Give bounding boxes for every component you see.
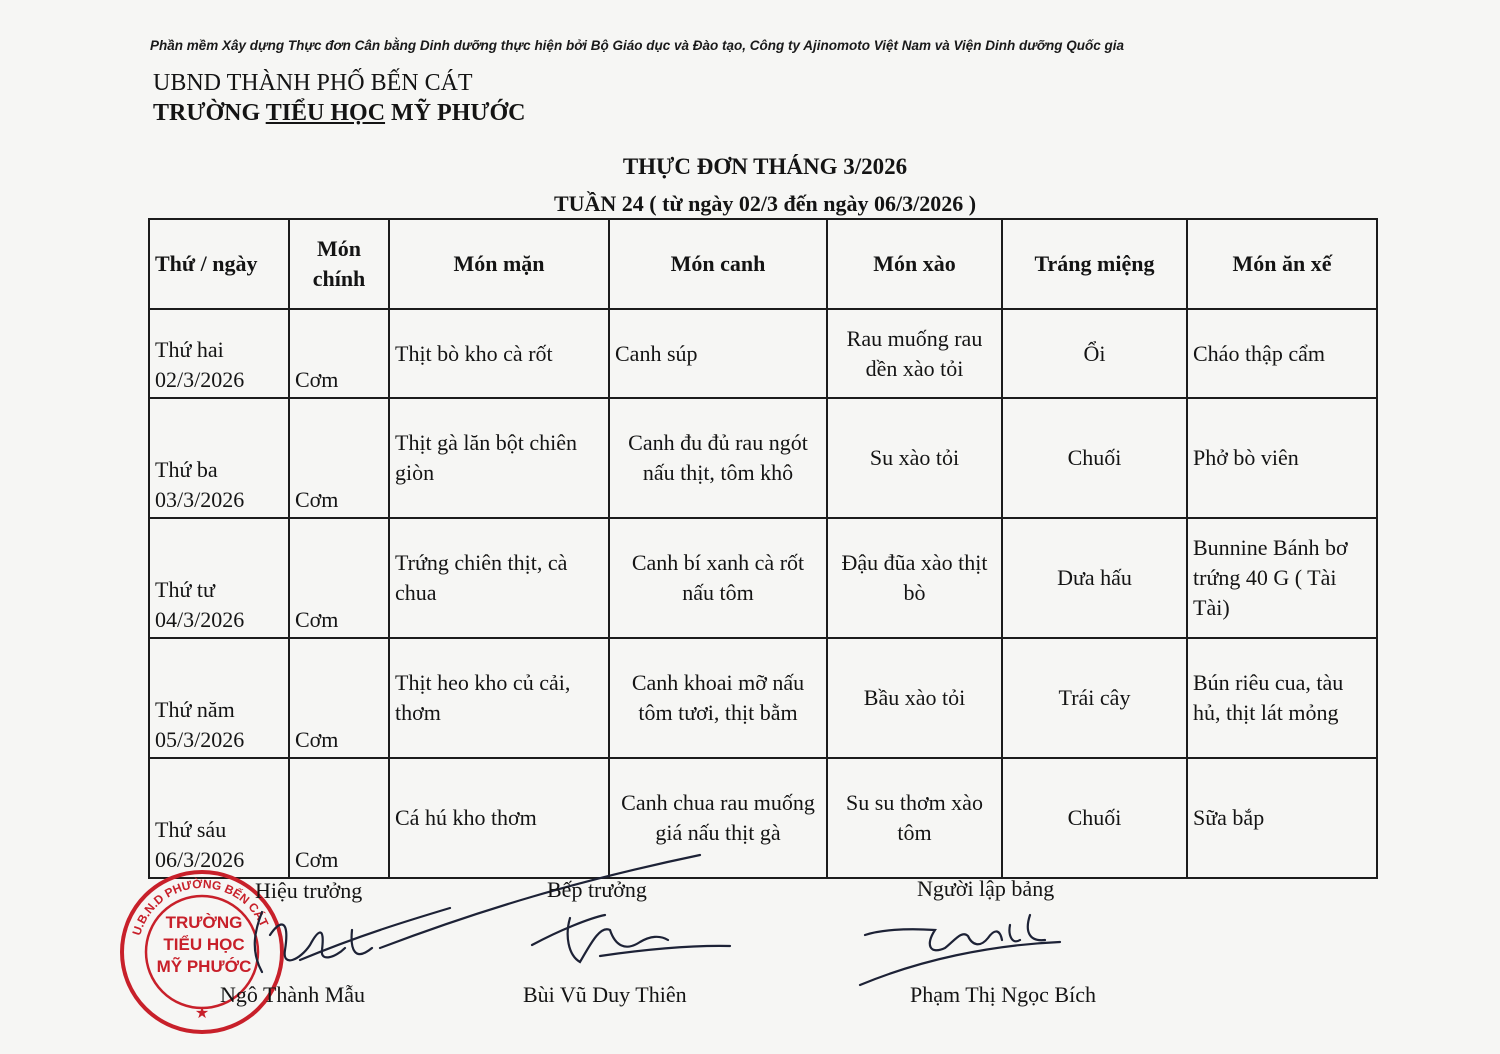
- chef-signature: [532, 915, 730, 962]
- stirfry-cell: Su su thơm xào tôm: [827, 758, 1002, 878]
- principal-name: Ngô Thành Mẫu: [220, 982, 366, 1007]
- table-row: [149, 758, 1377, 878]
- savory-cell: Trứng chiên thịt, cà chua: [389, 518, 609, 638]
- savory-cell: Cá hú kho thơm: [389, 758, 609, 878]
- day-date: 03/3/2026: [155, 487, 245, 512]
- day-cell: [149, 309, 289, 398]
- stamp-ring-text: U.B.N.D PHƯỜNG BẾN CÁT: [129, 876, 272, 938]
- day-cell: [149, 758, 289, 878]
- savory-cell: Thịt heo kho củ cải, thơm: [389, 638, 609, 758]
- soup-cell: Canh súp: [609, 309, 827, 398]
- school-underlined: TIỂU HỌC: [265, 100, 386, 126]
- day-name: Thứ hai: [155, 337, 224, 362]
- school-name: [153, 100, 525, 127]
- soup-cell: Canh bí xanh cà rốt nấu tôm: [609, 518, 827, 638]
- day-name: Thứ năm: [155, 697, 235, 722]
- menu-title: THỰC ĐƠN THÁNG 3/2026: [622, 154, 908, 179]
- soup-cell: Canh khoai mỡ nấu tôm tươi, thịt bằm: [609, 638, 827, 758]
- header-dessert: Tráng miệng: [1002, 219, 1187, 309]
- main-dish-cell: Cơm: [289, 758, 389, 878]
- school-suffix: MỸ PHƯỚC: [391, 100, 526, 126]
- main-dish-cell: Cơm: [289, 398, 389, 518]
- table-row: [149, 398, 1377, 518]
- main-dish-cell: Cơm: [289, 638, 389, 758]
- principal-title: Hiệu trưởng: [255, 878, 363, 903]
- snack-cell: Cháo thập cẩm: [1187, 309, 1377, 398]
- main-dish-cell: Cơm: [289, 518, 389, 638]
- table-row: [149, 638, 1377, 758]
- week-title: TUẦN 24 ( từ ngày 02/3 đến ngày 06/3/2026 ): [553, 191, 977, 216]
- day-cell: [149, 518, 289, 638]
- soup-cell: Canh chua rau muống giá nấu thịt gà: [609, 758, 827, 878]
- snack-cell: Bún riêu cua, tàu hủ, thịt lát mỏng: [1187, 638, 1377, 758]
- header-snack: Món ăn xế: [1187, 219, 1377, 309]
- dessert-cell: Dưa hấu: [1002, 518, 1187, 638]
- menu-table: [148, 218, 1378, 879]
- day-name: Thứ tư: [155, 577, 215, 602]
- dessert-cell: Ổi: [1002, 309, 1187, 398]
- dessert-cell: Trái cây: [1002, 638, 1187, 758]
- header-main-line1: Món: [317, 236, 361, 261]
- snack-cell: Sữa bắp: [1187, 758, 1377, 878]
- stamp-line2: TIỂU HỌC: [163, 935, 245, 954]
- header-day: Thứ / ngày: [149, 219, 289, 309]
- header-stirfry: Món xào: [827, 219, 1002, 309]
- table-row: [149, 518, 1377, 638]
- chef-name: Bùi Vũ Duy Thiên: [523, 982, 687, 1007]
- stirfry-cell: Bầu xào tỏi: [827, 638, 1002, 758]
- snack-cell: Bunnine Bánh bơ trứng 40 G ( Tài Tài): [1187, 518, 1377, 638]
- header-soup: Món canh: [609, 219, 827, 309]
- day-date: 05/3/2026: [155, 727, 245, 752]
- day-date: 04/3/2026: [155, 607, 245, 632]
- header-savory: Món mặn: [389, 219, 609, 309]
- school-prefix: TRƯỜNG: [153, 100, 261, 126]
- stirfry-cell: Đậu đũa xào thịt bò: [827, 518, 1002, 638]
- software-note: Phần mềm Xây dựng Thực đơn Cân bằng Dinh dưỡng thực hiện bởi Bộ Giáo dục và Đào tạo, Công ty Ajinomoto Việt Nam và Viện Dinh dưỡng Quốc gia: [150, 38, 1124, 53]
- table-header-row: [149, 219, 1377, 309]
- dessert-cell: Chuối: [1002, 758, 1187, 878]
- header-main-line2: chính: [312, 266, 366, 291]
- day-name: Thứ sáu: [155, 817, 227, 842]
- savory-cell: Thịt gà lăn bột chiên giòn: [389, 398, 609, 518]
- org-name: UBND THÀNH PHỐ BẾN CÁT: [153, 70, 473, 96]
- snack-cell: Phở bò viên: [1187, 398, 1377, 518]
- maker-signature: [860, 915, 1060, 985]
- day-cell: [149, 638, 289, 758]
- stamp-line3: MỸ PHƯỚC: [156, 957, 252, 976]
- maker-name: Phạm Thị Ngọc Bích: [910, 982, 1096, 1007]
- day-cell: [149, 398, 289, 518]
- soup-cell: Canh đu đủ rau ngót nấu thịt, tôm khô: [609, 398, 827, 518]
- day-date: 02/3/2026: [155, 367, 245, 392]
- stamp-line1: TRƯỜNG: [165, 913, 243, 932]
- table-row: [149, 309, 1377, 398]
- stirfry-cell: Rau muống rau dền xào tỏi: [827, 309, 1002, 398]
- maker-title: Người lập bảng: [917, 876, 1055, 901]
- dessert-cell: Chuối: [1002, 398, 1187, 518]
- stirfry-cell: Su xào tỏi: [827, 398, 1002, 518]
- stamp-star-icon: ★: [194, 1005, 210, 1022]
- day-date: 06/3/2026: [155, 847, 245, 872]
- day-name: Thứ ba: [155, 457, 218, 482]
- savory-cell: Thịt bò kho cà rốt: [389, 309, 609, 398]
- header-main: [289, 219, 389, 309]
- main-dish-cell: Cơm: [289, 309, 389, 398]
- chef-title: Bếp trưởng: [547, 877, 647, 902]
